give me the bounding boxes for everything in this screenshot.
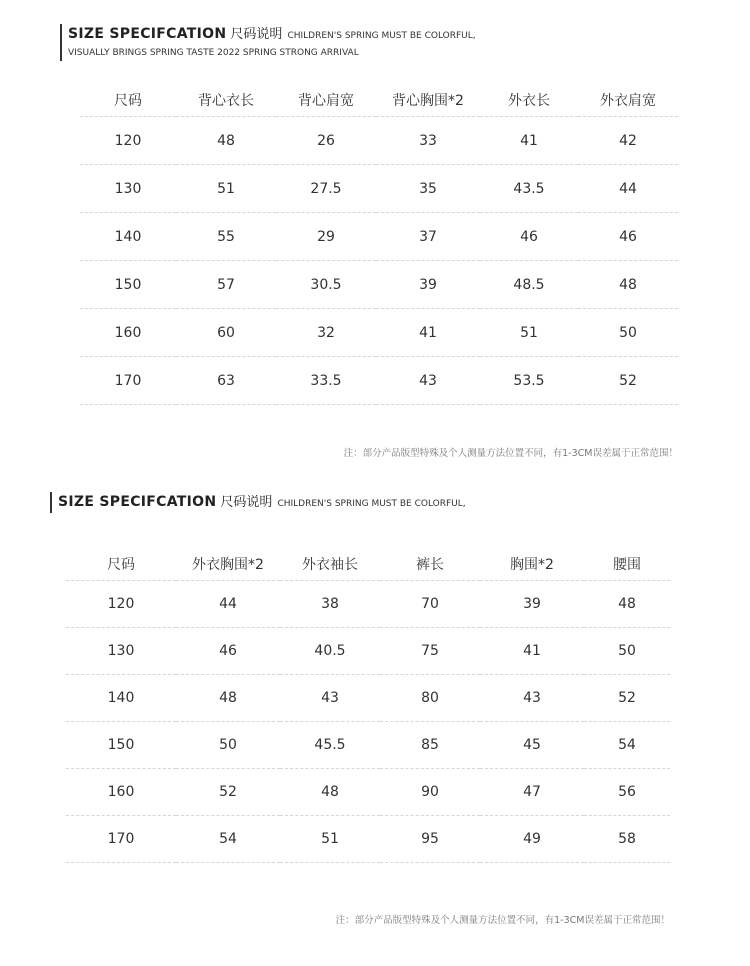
table-cell: 27.5 — [276, 165, 376, 213]
table-row — [66, 628, 670, 675]
table-cell: 95 — [380, 816, 480, 863]
table-row — [80, 357, 678, 405]
table-cell: 75 — [380, 628, 480, 675]
table-cell: 54 — [584, 722, 670, 769]
table-header-row — [66, 548, 670, 581]
table-cell: 130 — [80, 165, 176, 213]
table-cell: 170 — [66, 816, 176, 863]
col-header: 背心衣长 — [198, 93, 254, 109]
table-cell: 48 — [578, 261, 678, 309]
table-cell: 150 — [80, 261, 176, 309]
col-header: 背心胸围*2 — [392, 93, 464, 109]
table-cell: 52 — [176, 769, 280, 816]
header-title-en: SIZE SPECIFCATION — [58, 494, 217, 510]
table-cell: 50 — [584, 628, 670, 675]
table-cell: 57 — [176, 261, 276, 309]
measurement-note: 注：部分产品版型特殊及个人测量方法位置不同，有1-3CM误差属于正常范围！ — [343, 448, 678, 459]
table-cell: 48 — [584, 581, 670, 628]
table-cell: 130 — [66, 628, 176, 675]
table-cell: 43 — [280, 675, 380, 722]
table-cell: 56 — [584, 769, 670, 816]
table-cell: 35 — [376, 165, 480, 213]
table-header-row — [80, 84, 678, 117]
table-cell: 48 — [176, 117, 276, 165]
col-header: 外衣肩宽 — [600, 93, 656, 109]
header-line2: VISUALLY BRINGS SPRING TASTE 2022 SPRING STRONG ARRIVAL — [68, 48, 359, 58]
header-title-en: SIZE SPECIFCATION — [68, 26, 227, 42]
table-cell: 170 — [80, 357, 176, 405]
table-row — [80, 261, 678, 309]
table-cell: 49 — [480, 816, 584, 863]
table-cell: 45 — [480, 722, 584, 769]
col-header: 外衣长 — [508, 93, 550, 109]
table-cell: 51 — [480, 309, 578, 357]
table-cell: 43 — [480, 675, 584, 722]
table-cell: 54 — [176, 816, 280, 863]
table-row — [66, 675, 670, 722]
table-cell: 70 — [380, 581, 480, 628]
table-cell: 43.5 — [480, 165, 578, 213]
table-cell: 37 — [376, 213, 480, 261]
col-header: 尺码 — [107, 557, 135, 573]
table-cell: 51 — [280, 816, 380, 863]
table-cell: 85 — [380, 722, 480, 769]
table-cell: 47 — [480, 769, 584, 816]
col-header: 外衣袖长 — [302, 557, 358, 573]
table-cell: 160 — [80, 309, 176, 357]
table-cell: 32 — [276, 309, 376, 357]
table-cell: 63 — [176, 357, 276, 405]
table-cell: 42 — [578, 117, 678, 165]
table-cell: 58 — [584, 816, 670, 863]
size-table-1 — [80, 84, 678, 405]
section-header — [50, 492, 466, 513]
table-cell: 48.5 — [480, 261, 578, 309]
table-cell: 120 — [80, 117, 176, 165]
table-row — [66, 769, 670, 816]
table-cell: 52 — [584, 675, 670, 722]
table-cell: 26 — [276, 117, 376, 165]
table-row — [66, 816, 670, 863]
table-cell: 50 — [578, 309, 678, 357]
table-cell: 46 — [480, 213, 578, 261]
table-cell: 90 — [380, 769, 480, 816]
section-header — [60, 24, 476, 61]
measurement-note: 注：部分产品版型特殊及个人测量方法位置不同，有1-3CM误差属于正常范围！ — [335, 915, 670, 926]
table-row — [80, 165, 678, 213]
table-row — [66, 581, 670, 628]
table-cell: 41 — [480, 117, 578, 165]
col-header: 尺码 — [114, 93, 142, 109]
table-cell: 60 — [176, 309, 276, 357]
table-cell: 33 — [376, 117, 480, 165]
table-cell: 55 — [176, 213, 276, 261]
table-cell: 51 — [176, 165, 276, 213]
table-cell: 48 — [176, 675, 280, 722]
table-cell: 44 — [176, 581, 280, 628]
table-cell: 45.5 — [280, 722, 380, 769]
table-row — [80, 213, 678, 261]
table-cell: 44 — [578, 165, 678, 213]
table-cell: 52 — [578, 357, 678, 405]
table-cell: 48 — [280, 769, 380, 816]
table-cell: 38 — [280, 581, 380, 628]
table-cell: 29 — [276, 213, 376, 261]
table-cell: 46 — [176, 628, 280, 675]
col-header: 背心肩宽 — [298, 93, 354, 109]
table-cell: 53.5 — [480, 357, 578, 405]
header-title-cn: 尺码说明 — [230, 27, 283, 42]
table-cell: 50 — [176, 722, 280, 769]
table-cell: 80 — [380, 675, 480, 722]
table-cell: 150 — [66, 722, 176, 769]
table-row — [66, 722, 670, 769]
table-cell: 140 — [66, 675, 176, 722]
col-header: 外衣胸围*2 — [192, 557, 264, 573]
table-cell: 160 — [66, 769, 176, 816]
table-cell: 41 — [376, 309, 480, 357]
col-header: 胸围*2 — [510, 557, 554, 573]
size-table-2 — [66, 548, 670, 863]
table-cell: 39 — [480, 581, 584, 628]
table-cell: 30.5 — [276, 261, 376, 309]
header-subtitle: CHILDREN'S SPRING MUST BE COLORFUL, — [287, 31, 476, 41]
table-cell: 39 — [376, 261, 480, 309]
table-cell: 120 — [66, 581, 176, 628]
col-header: 腰围 — [613, 557, 641, 573]
table-cell: 43 — [376, 357, 480, 405]
table-cell: 41 — [480, 628, 584, 675]
table-cell: 46 — [578, 213, 678, 261]
table-cell: 140 — [80, 213, 176, 261]
table-row — [80, 117, 678, 165]
table-row — [80, 309, 678, 357]
header-subtitle: CHILDREN'S SPRING MUST BE COLORFUL, — [277, 499, 466, 509]
header-title-cn: 尺码说明 — [220, 495, 273, 510]
table-cell: 33.5 — [276, 357, 376, 405]
col-header: 裤长 — [416, 557, 444, 573]
table-cell: 40.5 — [280, 628, 380, 675]
